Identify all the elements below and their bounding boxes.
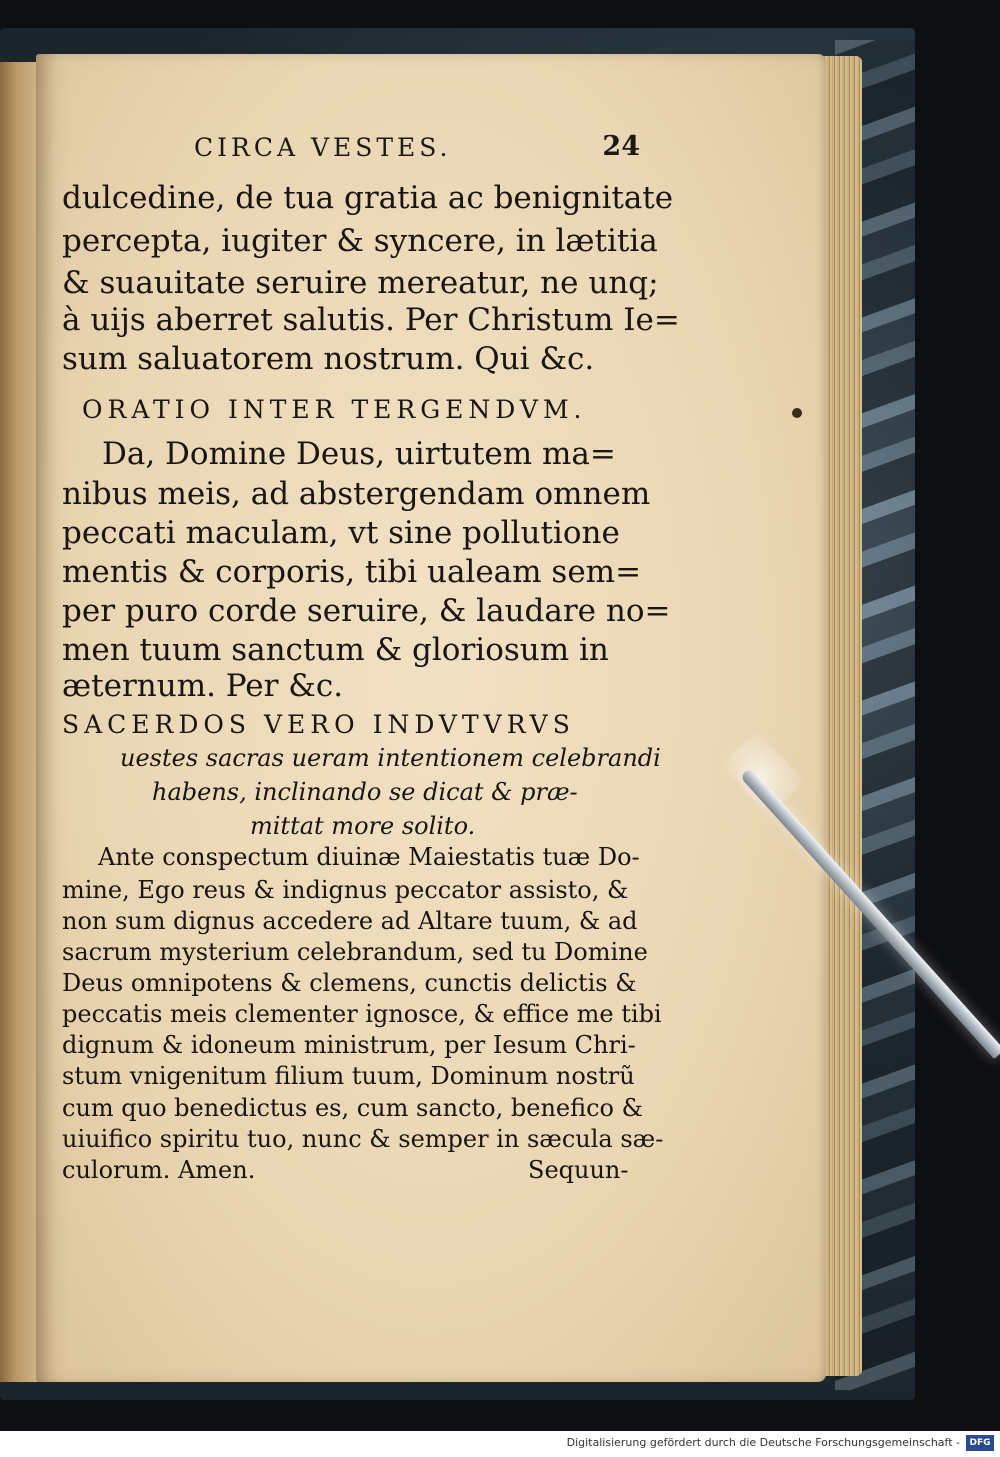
text-line: sacrum mysterium celebrandum, sed tu Domine (62, 938, 648, 966)
rubric-line: mittat more solito. (250, 812, 476, 840)
text-line: Ante conspectum diuinæ Maiestatis tuæ Do- (98, 843, 640, 871)
text-line: per puro corde seruire, & laudare no= (62, 593, 671, 629)
text-line: sum saluatorem nostrum. Qui &c. (62, 341, 595, 377)
text-line: mentis & corporis, tibi ualeam sem= (62, 554, 642, 590)
text-line: & suauitate seruire mereatur, ne unq; (62, 265, 659, 301)
text-line: uiuifico spiritu tuo, nunc & semper in sæcula sæ- (62, 1125, 664, 1153)
rubric-line: habens, inclinando se dicat & præ- (152, 778, 578, 806)
text-line: Deus omnipotens & clemens, cunctis delictis & (62, 969, 637, 997)
dfg-logo-icon: DFG (966, 1435, 994, 1451)
text-line: percepta, iugiter & syncere, in lætitia (62, 223, 658, 259)
text-line: dignum & idoneum ministrum, per Iesum Chri- (62, 1031, 636, 1059)
running-title: CIRCA VESTES. (194, 133, 452, 162)
text-line: stum vnigenitum filium tuum, Dominum nostrũ (62, 1062, 635, 1090)
text-line: peccati maculam, vt sine pollutione (62, 515, 620, 551)
text-line: peccatis meis clementer ignosce, & effice me tibi (62, 1000, 662, 1028)
text-line: dulcedine, de tua gratia ac benignitate (62, 180, 674, 216)
footer-bar (0, 1431, 1000, 1457)
previous-page-edge (0, 62, 40, 1382)
folio-number: 24 (602, 131, 640, 162)
text-line: à uijs aberret salutis. Per Christum Ie= (62, 302, 680, 338)
text-line: cum quo benedictus es, cum sancto, benefico & (62, 1094, 643, 1122)
funding-credit: Digitalisierung gefördert durch die Deutsche Forschungsgemeinschaft - (566, 1436, 960, 1449)
text-line: Da, Domine Deus, uirtutem ma= (102, 436, 616, 472)
catchword: Sequun- (528, 1156, 629, 1184)
rubric-heading: SACERDOS VERO INDVTVRVS (62, 710, 575, 739)
rubric-line: uestes sacras ueram intentionem celebrandi (120, 744, 661, 772)
text-line: nibus meis, ad abstergendam omnem (62, 476, 651, 512)
text-line: mine, Ego reus & indignus peccator assisto, & (62, 876, 629, 904)
running-head (62, 133, 642, 167)
section-heading: ORATIO INTER TERGENDVM. (82, 395, 587, 424)
text-line: æternum. Per &c. (62, 668, 344, 704)
text-line: men tuum sanctum & gloriosum in (62, 632, 609, 668)
text-line: non sum dignus accedere ad Altare tuum, & ad (62, 907, 638, 935)
text-line: culorum. Amen. (62, 1156, 256, 1184)
ink-spot (792, 408, 802, 418)
